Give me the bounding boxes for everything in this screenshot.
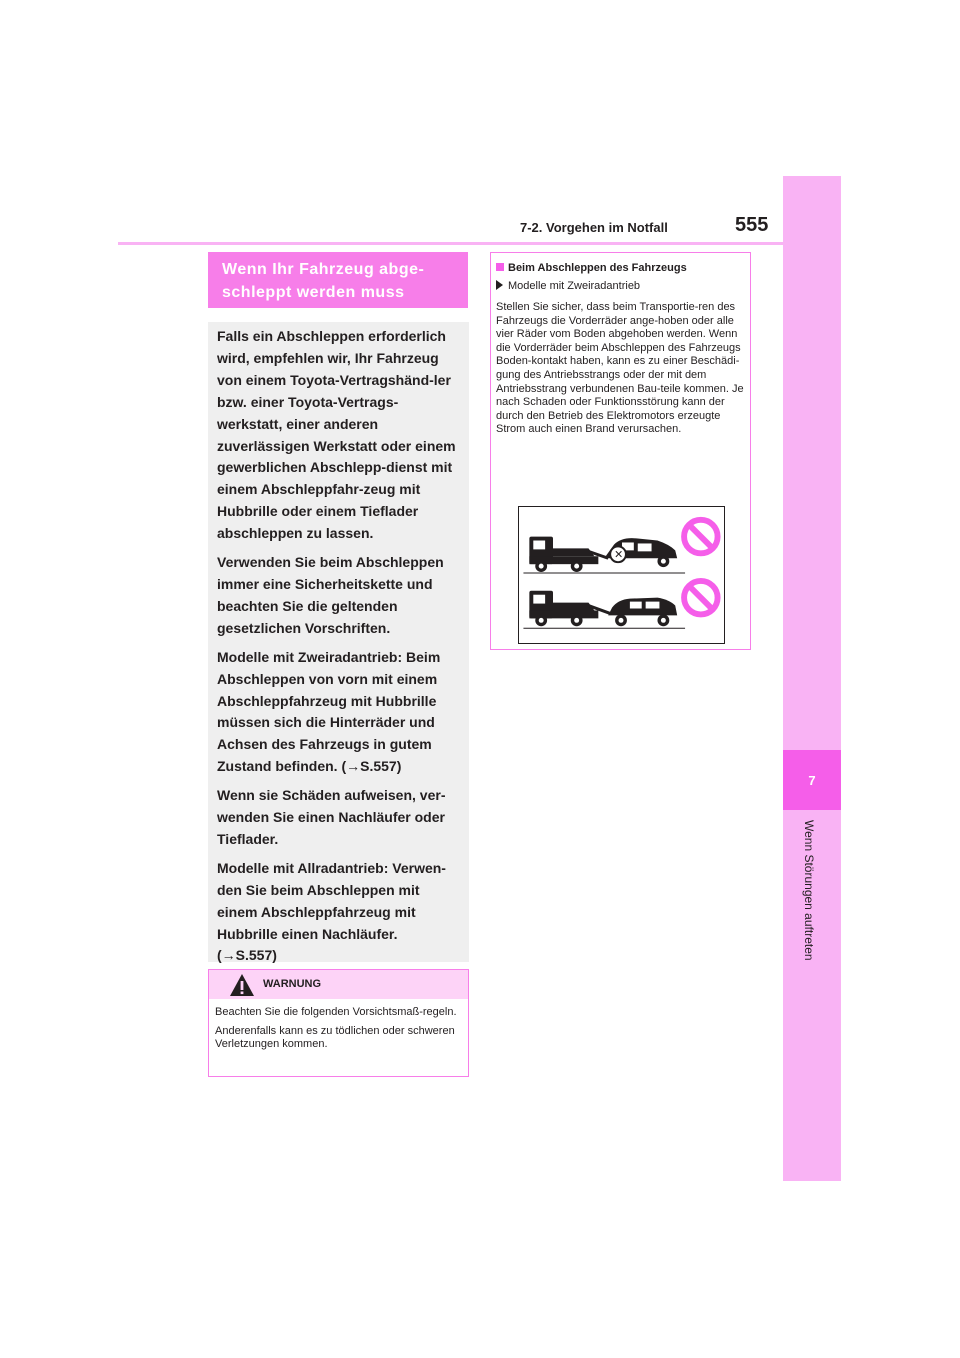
svg-text:✕: ✕	[614, 548, 624, 562]
warning-line: Anderenfalls kann es zu tödlichen oder schweren Verletzungen kommen.	[215, 1024, 455, 1050]
warning-line: Beachten Sie die folgenden Vorsichtsmaß-regeln.	[215, 1006, 457, 1018]
prohibition-sign-icon	[684, 581, 718, 615]
towing-prohibited-illustration	[518, 506, 725, 644]
towing-text: Stellen Sie sicher, dass beim Transportie-ren des Fahrzeugs die Vorderräder ange-hoben oder alle vier Räder vom Boden abgehoben werden. Wenn die Vorderräder beim Abschleppen des Fahrzeugs Boden-kontakt haben, kann es zu einer Beschädi-gung des Antriebsstrangs oder der mit dem Antriebsstrang verbundenen Bau-teile kommen. Je nach Schaden oder Funktionsstörung kann der durch den Betrieb des Elektromotors erzeugte Strom auch einen Brand verursachen.	[496, 301, 744, 436]
tow-truck-icon	[529, 537, 608, 572]
warning-box	[208, 969, 469, 1077]
towing-subheading	[496, 280, 640, 292]
info-paragraph: Modelle mit Allradantrieb: Verwen-den Sie beim Abschleppen mit einem Abschleppfahrzeug mit Hubbrille einen Nachläufer. (→S.557)	[217, 859, 446, 964]
page-number: 555	[735, 214, 769, 236]
warning-title: WARNUNG	[263, 978, 322, 990]
warning-header	[209, 970, 468, 999]
info-box	[208, 322, 469, 962]
square-bullet-icon	[496, 263, 504, 271]
section-title	[208, 252, 468, 308]
info-paragraph: Falls ein Abschleppen erforderlich wird, empfehlen wir, Ihr Fahrzeug von einem Toyota-Vertragshänd-ler bzw. einer Toyota-Vertrags-werkstatt, einer anderen zuverlässigen Werkstatt oder einem gewerblichen Abschlepp-dienst mit einem Abschleppfahr-zeug mit Hubbrille oder einem Tieflader abschleppen zu lassen.	[217, 328, 456, 542]
info-paragraph: Modelle mit Zweiradantrieb: Beim Abschleppen von vorn mit einem Abschleppfahrzeug mit Hubbrille müssen sich die Hinterräder und Achsen des Fahrzeugs in gutem Zustand befinden. (→S.557)	[217, 648, 441, 775]
warning-body	[215, 1006, 460, 1057]
info-paragraph: Wenn sie Schäden aufweisen, ver-wenden Sie einen Nachläufer oder Tieflader.	[217, 787, 446, 847]
side-tab	[783, 176, 841, 1181]
header-divider	[118, 242, 783, 245]
chapter-tab-label-wrap	[802, 820, 826, 1000]
section-title-line2: schleppt werden muss	[222, 284, 405, 301]
chapter-tab-number: 7	[783, 750, 841, 810]
tow-truck-icon	[529, 591, 610, 626]
warning-triangle-icon	[229, 973, 255, 997]
info-paragraph: Verwenden Sie beim Abschleppen immer eine Sicherheitskette und beachten Sie die geltenden gesetzlichen Vorschriften.	[217, 554, 444, 636]
towing-heading-text: Beim Abschleppen des Fahrzeugs	[508, 262, 687, 274]
towing-subheading-text: Modelle mit Zweiradantrieb	[508, 280, 641, 292]
chapter-tab-label: Wenn Störungen auftreten	[802, 820, 816, 961]
section-title-line1: Wenn Ihr Fahrzeug abge-	[222, 261, 425, 278]
towing-info-box	[490, 252, 751, 650]
triangle-bullet-icon	[496, 280, 503, 290]
towed-car-icon	[608, 598, 677, 627]
towing-heading	[496, 262, 687, 274]
towed-car-icon	[604, 538, 677, 567]
prohibition-sign-icon	[684, 520, 718, 554]
chapter-title: 7-2. Vorgehen im Notfall	[520, 220, 668, 235]
